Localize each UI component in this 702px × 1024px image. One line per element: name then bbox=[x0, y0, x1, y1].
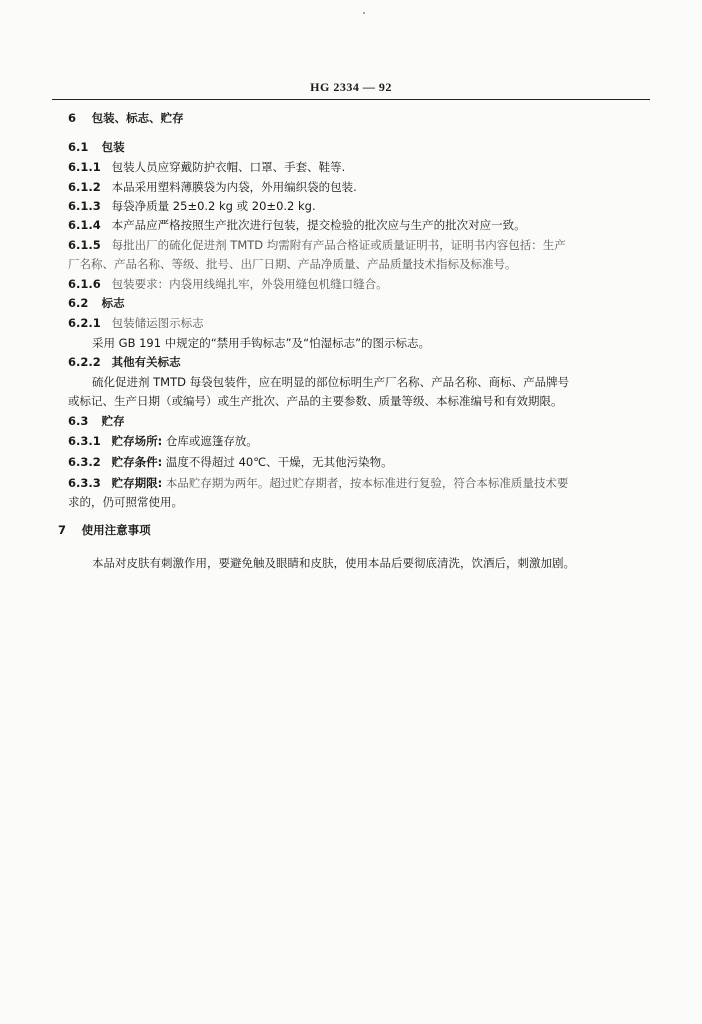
section-6-2-number: 6.2 bbox=[68, 296, 89, 310]
clause-6-3-3-continued bbox=[68, 495, 183, 509]
clause-6-2-1-title: 包装储运图示标志 bbox=[111, 316, 204, 330]
clause-6-1-6-text: 包装要求：内袋用线绳扎牢，外袋用缝包机缝口缝合。 bbox=[111, 277, 388, 291]
clause-6-1-5 bbox=[68, 238, 566, 252]
clause-6-1-2-number: 6.1.2 bbox=[68, 180, 101, 194]
clause-6-2-2-body-text-1: 硫化促进剂 TMTD 每袋包装件，应在明显的部位标明生产厂名称、产品名称、商标、产品牌号 bbox=[92, 375, 570, 389]
clause-6-1-4-number: 6.1.4 bbox=[68, 218, 101, 232]
section-6-3-title: 贮存 bbox=[101, 414, 125, 428]
section-7-title: 使用注意事项 bbox=[81, 523, 151, 537]
clause-6-3-3-text-line1: 本品贮存期为两年。超过贮存期者，按本标准进行复验，符合本标准质量技术要 bbox=[165, 476, 569, 490]
section-7-number: 7 bbox=[58, 523, 67, 537]
clause-6-2-2-title: 其他有关标志 bbox=[111, 355, 181, 369]
clause-6-1-5-continued bbox=[68, 257, 517, 271]
section-6-3-heading bbox=[68, 414, 125, 428]
clause-6-1-5-number: 6.1.5 bbox=[68, 238, 101, 252]
section-6-2-title: 标志 bbox=[101, 296, 125, 310]
clause-6-3-2-text: 温度不得超过 40℃、干燥，无其他污染物。 bbox=[165, 455, 393, 469]
section-6-number: 6 bbox=[68, 111, 77, 125]
section-7-body bbox=[92, 556, 575, 570]
clause-6-1-3 bbox=[68, 199, 316, 213]
clause-6-3-2-number: 6.3.2 bbox=[68, 455, 101, 469]
clause-6-1-6 bbox=[68, 277, 388, 291]
section-6-1-number: 6.1 bbox=[68, 140, 89, 154]
clause-6-1-2-text: 本品采用塑料薄膜袋为内袋，外用编织袋的包装. bbox=[111, 180, 357, 194]
clause-6-1-3-number: 6.1.3 bbox=[68, 199, 101, 213]
page-header-code: HG 2334 — 92 bbox=[310, 80, 392, 94]
section-6-3-number: 6.3 bbox=[68, 414, 89, 428]
clause-6-2-2-body-line1 bbox=[92, 375, 569, 389]
clause-6-2-2-body-text-2: 或标记、生产日期（或编号）或生产批次、产品的主要参数、质量等级、本标准编号和有效期限。 bbox=[68, 394, 563, 408]
clause-6-3-3 bbox=[68, 476, 568, 490]
clause-6-2-2-body-line2 bbox=[68, 394, 563, 408]
clause-6-3-1-number: 6.3.1 bbox=[68, 434, 101, 448]
clause-6-3-3-label: 贮存期限: bbox=[111, 476, 163, 490]
clause-6-3-1 bbox=[68, 434, 258, 448]
clause-6-1-2 bbox=[68, 180, 357, 194]
section-6-title: 包装、标志、贮存 bbox=[91, 111, 184, 125]
header-rule bbox=[52, 99, 650, 100]
clause-6-1-5-text-line2: 厂名称、产品名称、等级、批号、出厂日期、产品净质量、产品质量技术指标及标准号。 bbox=[68, 257, 517, 271]
clause-6-2-2-number: 6.2.2 bbox=[68, 355, 101, 369]
clause-6-3-1-text: 仓库或遮篷存放。 bbox=[165, 434, 258, 448]
section-6-heading bbox=[68, 111, 184, 125]
section-6-2-heading bbox=[68, 296, 125, 310]
clause-6-2-1-number: 6.2.1 bbox=[68, 316, 101, 330]
clause-6-3-2-label: 贮存条件: bbox=[111, 455, 163, 469]
section-7-heading bbox=[58, 523, 151, 537]
scan-dot bbox=[363, 12, 365, 14]
clause-6-1-4-text: 本产品应严格按照生产批次进行包装，提交检验的批次应与生产的批次对应一致。 bbox=[111, 218, 526, 232]
clause-6-1-5-text-line1: 每批出厂的硫化促进剂 TMTD 均需附有产品合格证或质量证明书，证明书内容包括：生产 bbox=[111, 238, 566, 252]
clause-6-1-1 bbox=[68, 160, 345, 174]
clause-6-3-3-text-line2: 求的，仍可照常使用。 bbox=[68, 495, 183, 509]
clause-6-2-1 bbox=[68, 316, 204, 330]
clause-6-1-1-number: 6.1.1 bbox=[68, 160, 101, 174]
clause-6-1-1-text: 包装人员应穿戴防护衣帽、口罩、手套、鞋等. bbox=[111, 160, 346, 174]
clause-6-2-2 bbox=[68, 355, 181, 369]
clause-6-2-1-body bbox=[92, 336, 430, 350]
clause-6-3-3-number: 6.3.3 bbox=[68, 476, 101, 490]
section-6-1-heading bbox=[68, 140, 125, 154]
clause-6-1-3-text: 每袋净质量 25±0.2 kg 或 20±0.2 kg. bbox=[111, 199, 316, 213]
clause-6-1-6-number: 6.1.6 bbox=[68, 277, 101, 291]
section-7-body-text: 本品对皮肤有刺激作用，要避免触及眼睛和皮肤，使用本品后要彻底清洗，饮酒后，刺激加剧。 bbox=[92, 556, 575, 570]
clause-6-3-2 bbox=[68, 455, 393, 469]
clause-6-2-1-body-text: 采用 GB 191 中规定的“禁用手钩标志”及“怕湿标志”的图示标志。 bbox=[92, 336, 431, 350]
clause-6-3-1-label: 贮存场所: bbox=[111, 434, 163, 448]
clause-6-1-4 bbox=[68, 218, 526, 232]
section-6-1-title: 包装 bbox=[101, 140, 125, 154]
